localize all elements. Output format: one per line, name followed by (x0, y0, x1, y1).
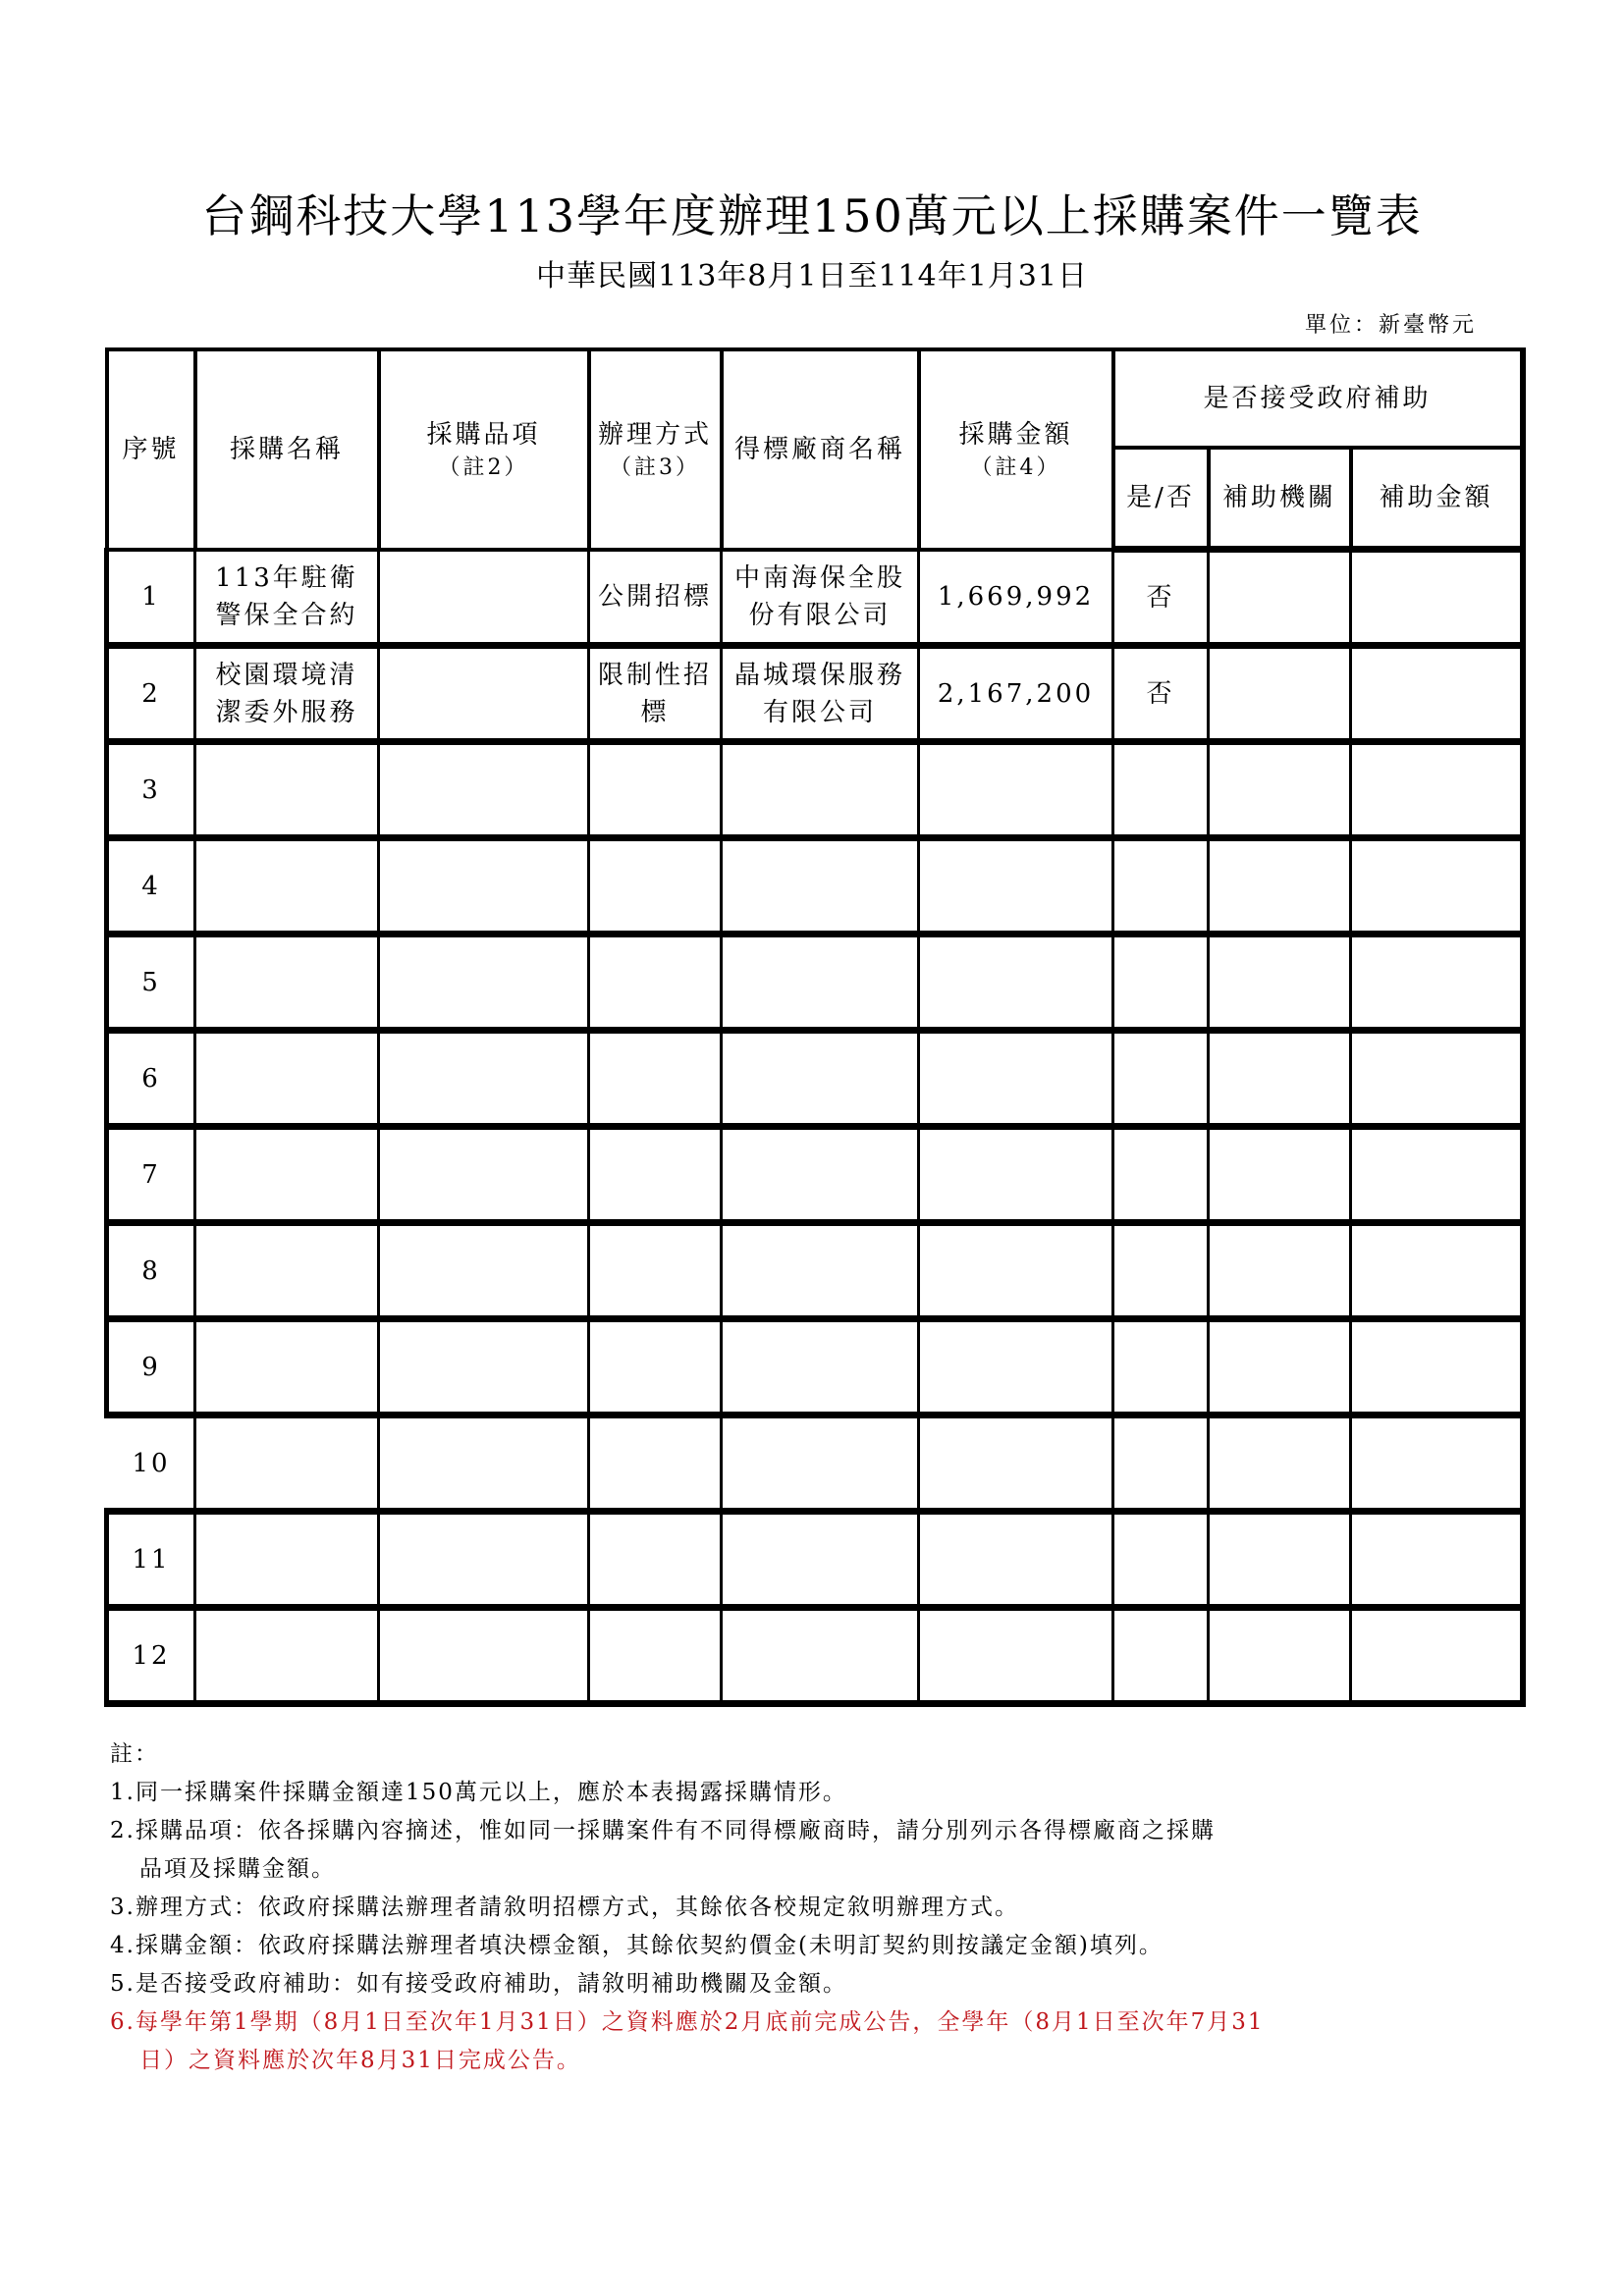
cell-items (379, 934, 589, 1031)
col-header-vendor: 得標廠商名稱 (722, 349, 919, 550)
cell-subsidy-agency (1209, 1223, 1351, 1319)
cell-seq: 2 (107, 646, 195, 742)
cell-method (589, 1319, 722, 1415)
note-ref-2: （註2） (438, 454, 529, 480)
cell-seq: 12 (107, 1608, 195, 1704)
cell-items (379, 550, 589, 646)
cell-subsidy-amount (1351, 1127, 1523, 1223)
table-row (107, 1512, 1523, 1608)
cell-subsidy: 否 (1113, 646, 1209, 742)
notes-heading: 註： (110, 1741, 159, 1767)
cell-name (195, 1319, 379, 1415)
note-line: 5.是否接受政府補助：如有接受政府補助，請敘明補助機關及金額。 (110, 1971, 847, 1997)
cell-vendor (722, 1608, 919, 1704)
note-line: 1.同一採購案件採購金額達150萬元以上，應於本表揭露採購情形。 (110, 1780, 847, 1805)
cell-name (195, 1512, 379, 1608)
col-header-subsidy-group: 是否接受政府補助 (1113, 349, 1523, 448)
cell-subsidy: 否 (1113, 550, 1209, 646)
cell-subsidy-agency (1209, 934, 1351, 1031)
cell-name (195, 934, 379, 1031)
table-row (107, 1415, 1523, 1512)
cell-subsidy (1113, 838, 1209, 934)
cell-items (379, 838, 589, 934)
cell-vendor (722, 934, 919, 1031)
cell-method (589, 1512, 722, 1608)
cell-subsidy-agency (1209, 1415, 1351, 1512)
cell-vendor (722, 1031, 919, 1127)
cell-amount (919, 1127, 1113, 1223)
cell-method (589, 838, 722, 934)
note-line: 2.採購品項：依各採購內容摘述，惟如同一採購案件有不同得標廠商時，請分別列示各得標廠商之採購 (110, 1818, 1216, 1843)
cell-items (379, 1031, 589, 1127)
notes-section (110, 1735, 1416, 2080)
cell-subsidy-agency (1209, 1512, 1351, 1608)
col-header-subsidy-amount: 補助金額 (1351, 448, 1523, 550)
cell-subsidy-agency (1209, 1127, 1351, 1223)
cell-subsidy-amount (1351, 1512, 1523, 1608)
note-ref-3: （註3） (610, 454, 700, 480)
page-title: 台鋼科技大學113學年度辦理150萬元以上採購案件一覽表 (201, 189, 1423, 242)
cell-subsidy (1113, 1608, 1209, 1704)
table-row (107, 646, 1523, 742)
note-line: 日）之資料應於次年8月31日完成公告。 (139, 2048, 581, 2073)
cell-seq: 8 (107, 1223, 195, 1319)
cell-name (195, 1031, 379, 1127)
note-line: 6.每學年第1學期（8月1日至次年1月31日）之資料應於2月底前完成公告，全學年（8月1日至次年7月31 (110, 2009, 1265, 2035)
col-header-amount: 採購金額 （註4） (919, 349, 1113, 550)
cell-name (195, 742, 379, 838)
cell-method (589, 1127, 722, 1223)
cell-subsidy-agency (1209, 838, 1351, 934)
procurement-table (104, 347, 1526, 1707)
cell-items (379, 1223, 589, 1319)
cell-subsidy-agency (1209, 550, 1351, 646)
cell-vendor (722, 1319, 919, 1415)
table-row (107, 1223, 1523, 1319)
cell-name (195, 1223, 379, 1319)
cell-subsidy-amount (1351, 742, 1523, 838)
cell-method (589, 742, 722, 838)
col-header-method: 辦理方式 （註3） (589, 349, 722, 550)
cell-subsidy-amount (1351, 1223, 1523, 1319)
cell-subsidy (1113, 1031, 1209, 1127)
cell-items (379, 1512, 589, 1608)
cell-amount (919, 1031, 1113, 1127)
cell-amount (919, 1223, 1113, 1319)
cell-seq: 11 (107, 1512, 195, 1608)
cell-amount (919, 934, 1113, 1031)
cell-subsidy (1113, 1319, 1209, 1415)
cell-subsidy-agency (1209, 1319, 1351, 1415)
cell-amount: 1,669,992 (919, 550, 1113, 646)
table-row (107, 1608, 1523, 1704)
note-line: 品項及採購金額。 (139, 1856, 336, 1882)
cell-seq: 9 (107, 1319, 195, 1415)
cell-items (379, 1415, 589, 1512)
col-header-items: 採購品項 （註2） (379, 349, 589, 550)
cell-vendor (722, 838, 919, 934)
note-line: 3.辦理方式：依政府採購法辦理者請敘明招標方式，其餘依各校規定敘明辦理方式。 (110, 1895, 1019, 1920)
currency-unit-label: 單位：新臺幣元 (1304, 313, 1477, 338)
cell-items (379, 742, 589, 838)
cell-amount: 2,167,200 (919, 646, 1113, 742)
cell-vendor (722, 1512, 919, 1608)
note-line: 4.採購金額：依政府採購法辦理者填決標金額，其餘依契約價金(未明訂契約則按議定金額)填列。 (110, 1933, 1164, 1958)
col-header-name: 採購名稱 (195, 349, 379, 550)
cell-vendor (722, 1415, 919, 1512)
cell-method (589, 934, 722, 1031)
cell-seq: 7 (107, 1127, 195, 1223)
cell-vendor: 中南海保全股份有限公司 (722, 550, 919, 646)
header-row (107, 349, 1523, 448)
cell-subsidy (1113, 1512, 1209, 1608)
cell-subsidy-amount (1351, 646, 1523, 742)
cell-vendor (722, 1223, 919, 1319)
cell-items (379, 1608, 589, 1704)
cell-subsidy-agency (1209, 1031, 1351, 1127)
table-row (107, 742, 1523, 838)
cell-amount (919, 1415, 1113, 1512)
note-ref-4: （註4） (970, 454, 1061, 480)
table-row (107, 934, 1523, 1031)
cell-subsidy (1113, 1223, 1209, 1319)
cell-method (589, 1415, 722, 1512)
cell-seq: 1 (107, 550, 195, 646)
cell-seq: 6 (107, 1031, 195, 1127)
cell-vendor (722, 742, 919, 838)
table-row (107, 1127, 1523, 1223)
cell-vendor: 晶城環保服務有限公司 (722, 646, 919, 742)
cell-subsidy (1113, 1127, 1209, 1223)
cell-method (589, 1223, 722, 1319)
cell-subsidy (1113, 742, 1209, 838)
table-row (107, 1319, 1523, 1415)
table-row (107, 1031, 1523, 1127)
table-row (107, 550, 1523, 646)
cell-amount (919, 1608, 1113, 1704)
cell-seq: 10 (107, 1415, 195, 1512)
cell-seq: 3 (107, 742, 195, 838)
cell-amount (919, 1319, 1113, 1415)
cell-method (589, 1608, 722, 1704)
date-range-subtitle: 中華民國113年8月1日至114年1月31日 (536, 259, 1088, 294)
cell-subsidy-amount (1351, 1319, 1523, 1415)
col-header-seq: 序號 (107, 349, 195, 550)
cell-subsidy (1113, 934, 1209, 1031)
cell-subsidy-agency (1209, 646, 1351, 742)
cell-name (195, 1127, 379, 1223)
cell-name: 校園環境清潔委外服務 (195, 646, 379, 742)
cell-amount (919, 1512, 1113, 1608)
cell-method: 公開招標 (589, 550, 722, 646)
cell-method (589, 1031, 722, 1127)
col-header-subsidy-yes-no: 是/否 (1113, 448, 1209, 550)
cell-subsidy (1113, 1415, 1209, 1512)
cell-subsidy-agency (1209, 1608, 1351, 1704)
cell-subsidy-amount (1351, 1608, 1523, 1704)
cell-amount (919, 742, 1113, 838)
cell-vendor (722, 1127, 919, 1223)
cell-subsidy-amount (1351, 1031, 1523, 1127)
cell-subsidy-amount (1351, 550, 1523, 646)
cell-subsidy-amount (1351, 1415, 1523, 1512)
cell-items (379, 1127, 589, 1223)
table-row (107, 838, 1523, 934)
cell-subsidy-agency (1209, 742, 1351, 838)
cell-items (379, 1319, 589, 1415)
cell-subsidy-amount (1351, 838, 1523, 934)
col-header-subsidy-agency: 補助機關 (1209, 448, 1351, 550)
cell-subsidy-amount (1351, 934, 1523, 1031)
cell-method: 限制性招標 (589, 646, 722, 742)
cell-name (195, 1608, 379, 1704)
cell-seq: 4 (107, 838, 195, 934)
cell-seq: 5 (107, 934, 195, 1031)
cell-amount (919, 838, 1113, 934)
cell-name: 113年駐衛警保全合約 (195, 550, 379, 646)
cell-name (195, 1415, 379, 1512)
cell-name (195, 838, 379, 934)
cell-items (379, 646, 589, 742)
